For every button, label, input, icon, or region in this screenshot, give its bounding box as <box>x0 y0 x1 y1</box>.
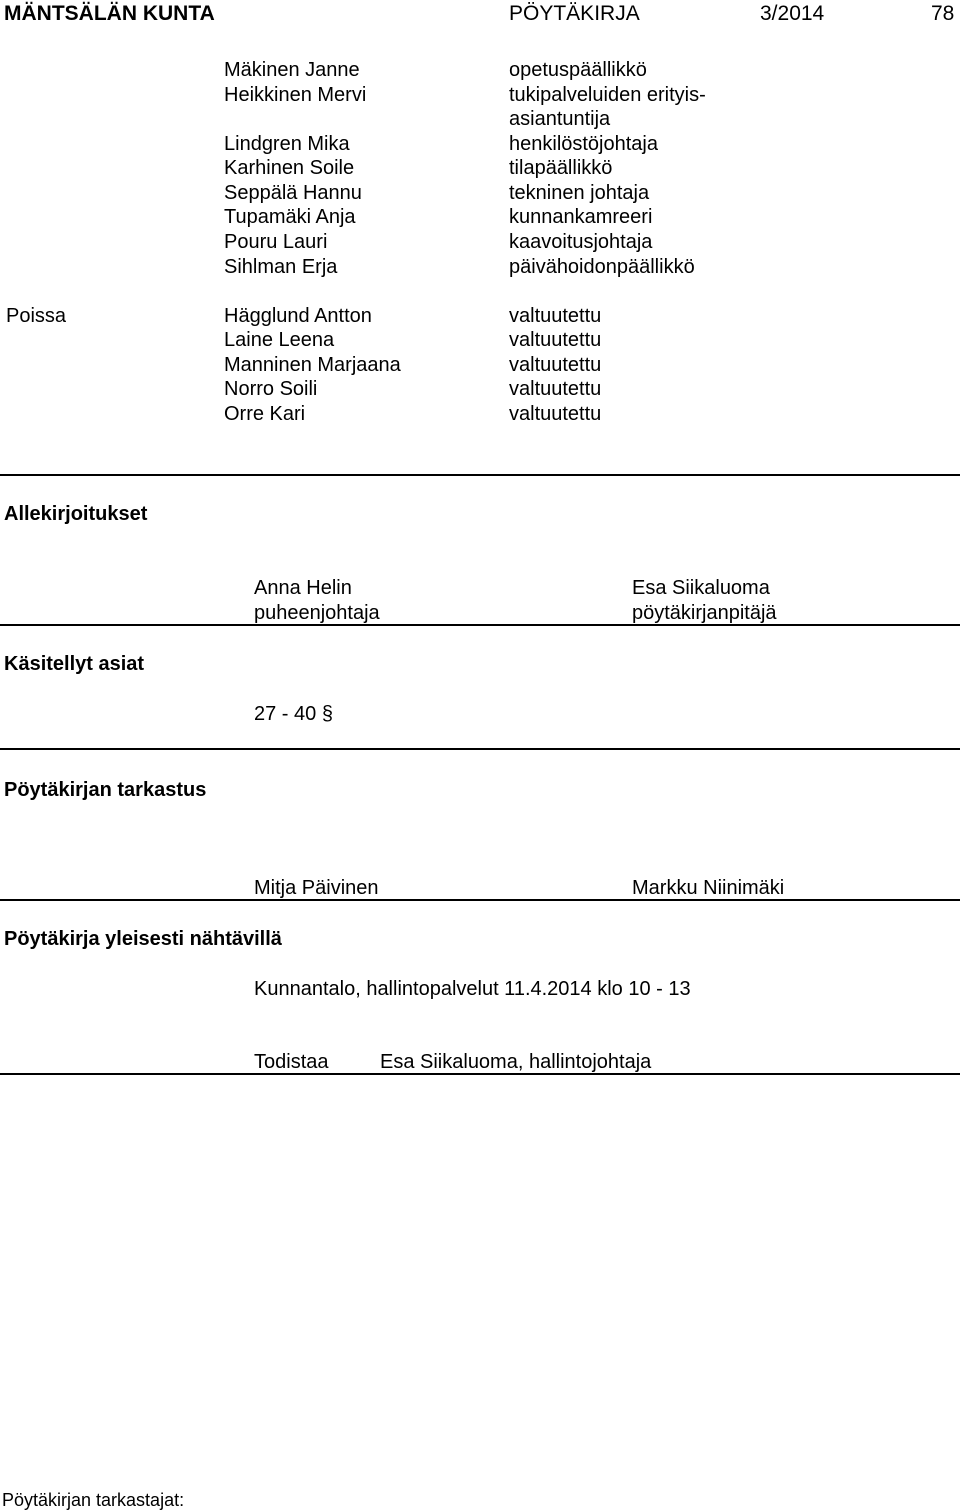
attendee-name: Tupamäki Anja <box>224 206 356 228</box>
reviewer-name: Markku Niinimäki <box>632 877 785 899</box>
attendee-name: Heikkinen Mervi <box>224 84 367 106</box>
attendee-name: Lindgren Mika <box>224 133 350 155</box>
attendee-role: tekninen johtaja <box>509 182 650 204</box>
items-range: 27 - 40 § <box>254 703 333 725</box>
section-divider <box>0 624 960 626</box>
attendee-name: Pouru Lauri <box>224 231 328 253</box>
certify-label: Todistaa <box>254 1051 329 1073</box>
attendee-role: henkilöstöjohtaja <box>509 133 658 155</box>
document-number: 3/2014 <box>760 2 825 25</box>
signatures-heading: Allekirjoitukset <box>4 503 148 525</box>
absent-label: Poissa <box>6 305 67 327</box>
secretary-title: pöytäkirjanpitäjä <box>632 602 777 624</box>
attendee-role: päivähoidonpäällikkö <box>509 256 695 278</box>
items-heading: Käsitellyt asiat <box>4 653 145 675</box>
attendee-name: Sihlman Erja <box>224 256 338 278</box>
attendee-role: opetuspäällikkö <box>509 59 647 81</box>
attendee-role: kaavoitusjohtaja <box>509 231 653 253</box>
page-number: 78 <box>931 2 955 25</box>
review-heading: Pöytäkirjan tarkastus <box>4 779 207 801</box>
secretary-name: Esa Siikaluoma <box>632 577 770 599</box>
public-heading: Pöytäkirja yleisesti nähtävillä <box>4 928 282 950</box>
document-type: PÖYTÄKIRJA <box>509 2 640 25</box>
attendee-name: Karhinen Soile <box>224 157 355 179</box>
absent-member-role: valtuutettu <box>509 329 602 351</box>
chair-title: puheenjohtaja <box>254 602 380 624</box>
footer-reviewers-label: Pöytäkirjan tarkastajat: <box>2 1490 185 1510</box>
absent-member-role: valtuutettu <box>509 305 602 327</box>
section-divider <box>0 474 960 476</box>
section-divider <box>0 1073 960 1075</box>
chair-name: Anna Helin <box>254 577 352 599</box>
section-divider <box>0 899 960 901</box>
absent-member-role: valtuutettu <box>509 354 602 376</box>
attendee-role-continued: asiantuntija <box>509 108 611 130</box>
attendee-name: Mäkinen Janne <box>224 59 360 81</box>
section-divider <box>0 748 960 750</box>
attendee-role: tukipalveluiden erityis- <box>509 84 706 106</box>
reviewer-name: Mitja Päivinen <box>254 877 379 899</box>
absent-member-role: valtuutettu <box>509 378 602 400</box>
attendee-name: Seppälä Hannu <box>224 182 362 204</box>
attendee-role: kunnankamreeri <box>509 206 653 228</box>
absent-member-name: Norro Soili <box>224 378 318 400</box>
attendee-role: tilapäällikkö <box>509 157 613 179</box>
absent-member-name: Laine Leena <box>224 329 335 351</box>
absent-member-name: Orre Kari <box>224 403 306 425</box>
municipality-name: MÄNTSÄLÄN KUNTA <box>4 2 215 25</box>
absent-member-role: valtuutettu <box>509 403 602 425</box>
certifier: Esa Siikaluoma, hallintojohtaja <box>380 1051 652 1073</box>
absent-member-name: Hägglund Antton <box>224 305 372 327</box>
public-availability-details: Kunnantalo, hallintopalvelut 11.4.2014 klo 10 - 13 <box>254 978 691 1000</box>
absent-member-name: Manninen Marjaana <box>224 354 401 376</box>
